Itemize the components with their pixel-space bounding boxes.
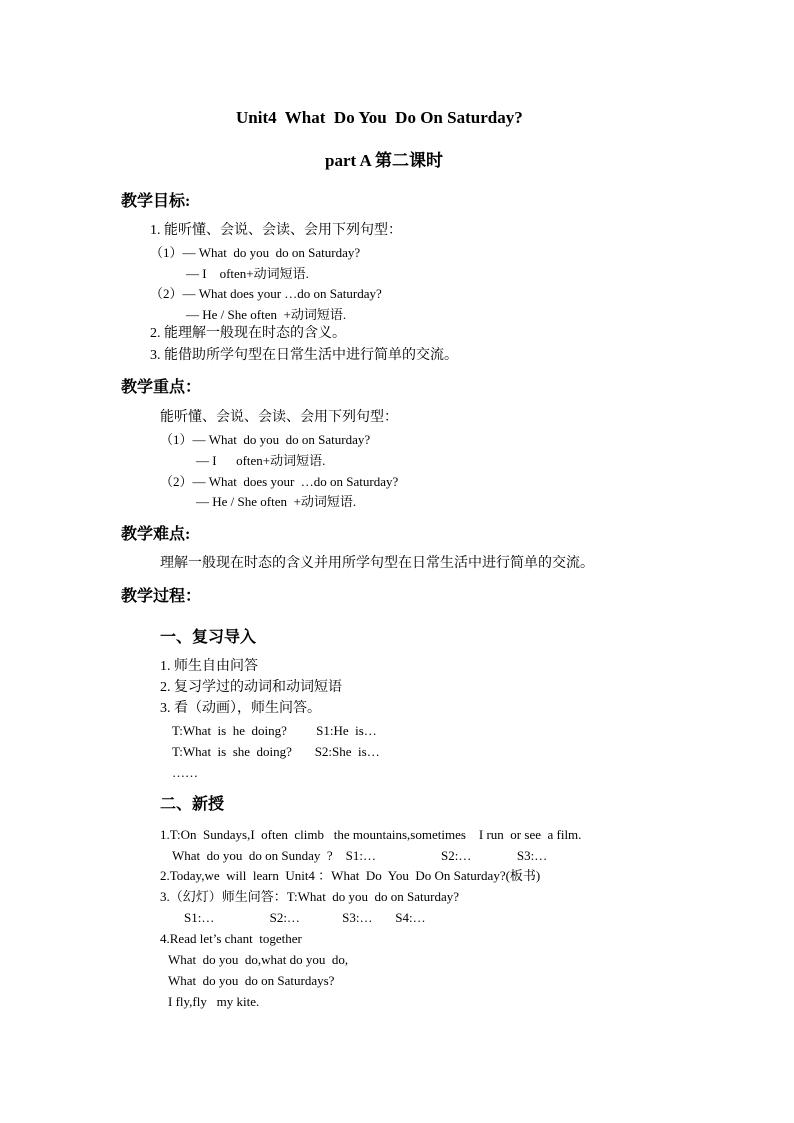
review-line: 3. 看（动画），师生问答。 <box>160 701 321 716</box>
goals-line: （1）— What do you do on Saturday? <box>150 245 361 260</box>
review-line: 2. 复习学过的动词和动词短语 <box>160 680 342 695</box>
key-points-line: （2）— What does your …do on Saturday? <box>160 474 399 489</box>
key-points-line: 能听懂、会说、会读、会用下列句型： <box>160 410 398 425</box>
new-lesson-line: 4.Read let’s chant together <box>160 931 302 946</box>
goals-line: 2. 能理解一般现在时态的含义。 <box>150 326 346 341</box>
review-line: T:What is she doing? S2:She is… <box>172 744 380 759</box>
review-line: 1. 师生自由问答 <box>160 659 258 674</box>
new-lesson-line: S1:… S2:… S3:… S4:… <box>184 910 426 925</box>
goals-line: 3. 能借助所学句型在日常生活中进行简单的交流。 <box>150 348 458 363</box>
review-heading: 一、复习导入 <box>160 629 257 646</box>
key-points-line: — I often+动词短语. <box>196 453 326 468</box>
new-lesson-heading: 二、新授 <box>160 796 225 813</box>
goals-line: — He / She often +动词短语. <box>186 307 347 322</box>
goals-heading: 教学目标: <box>121 193 191 210</box>
document-title: Unit4 What Do You Do On Saturday? <box>236 108 523 127</box>
new-lesson-line: What do you do,what do you do, <box>168 952 349 967</box>
new-lesson-line: 3.（幻灯）师生问答：T:What do you do on Saturday? <box>160 889 460 904</box>
goals-line: （2）— What does your …do on Saturday? <box>150 286 382 301</box>
new-lesson-line: 2.Today,we will learn Unit4 ：What Do You Do On Saturday?(板书) <box>160 868 541 883</box>
process-heading: 教学过程： <box>121 588 202 605</box>
new-lesson-line: What do you do on Saturdays? <box>168 973 335 988</box>
key-points-heading: 教学重点： <box>121 379 202 396</box>
goals-line: — I often+动词短语. <box>186 266 309 281</box>
review-line: …… <box>172 765 198 780</box>
review-line: T:What is he doing? S1:He is… <box>172 723 377 738</box>
new-lesson-line: 1.T:On Sundays,I often climb the mountains,sometimes I run or see a film. <box>160 827 582 842</box>
new-lesson-line: I fly,fly my kite. <box>168 994 260 1009</box>
document-subtitle: part A 第二课时 <box>325 151 444 170</box>
difficulties-line: 理解一般现在时态的含义并用所学句型在日常生活中进行简单的交流。 <box>160 556 594 571</box>
key-points-line: — He / She often +动词短语. <box>196 494 357 509</box>
new-lesson-line: What do you do on Sunday ? S1:… S2:… S3:… <box>172 848 548 863</box>
key-points-line: （1）— What do you do on Saturday? <box>160 432 371 447</box>
difficulties-heading: 教学难点: <box>121 526 191 543</box>
goals-line: 1. 能听懂、会说、会读、会用下列句型： <box>150 223 402 238</box>
